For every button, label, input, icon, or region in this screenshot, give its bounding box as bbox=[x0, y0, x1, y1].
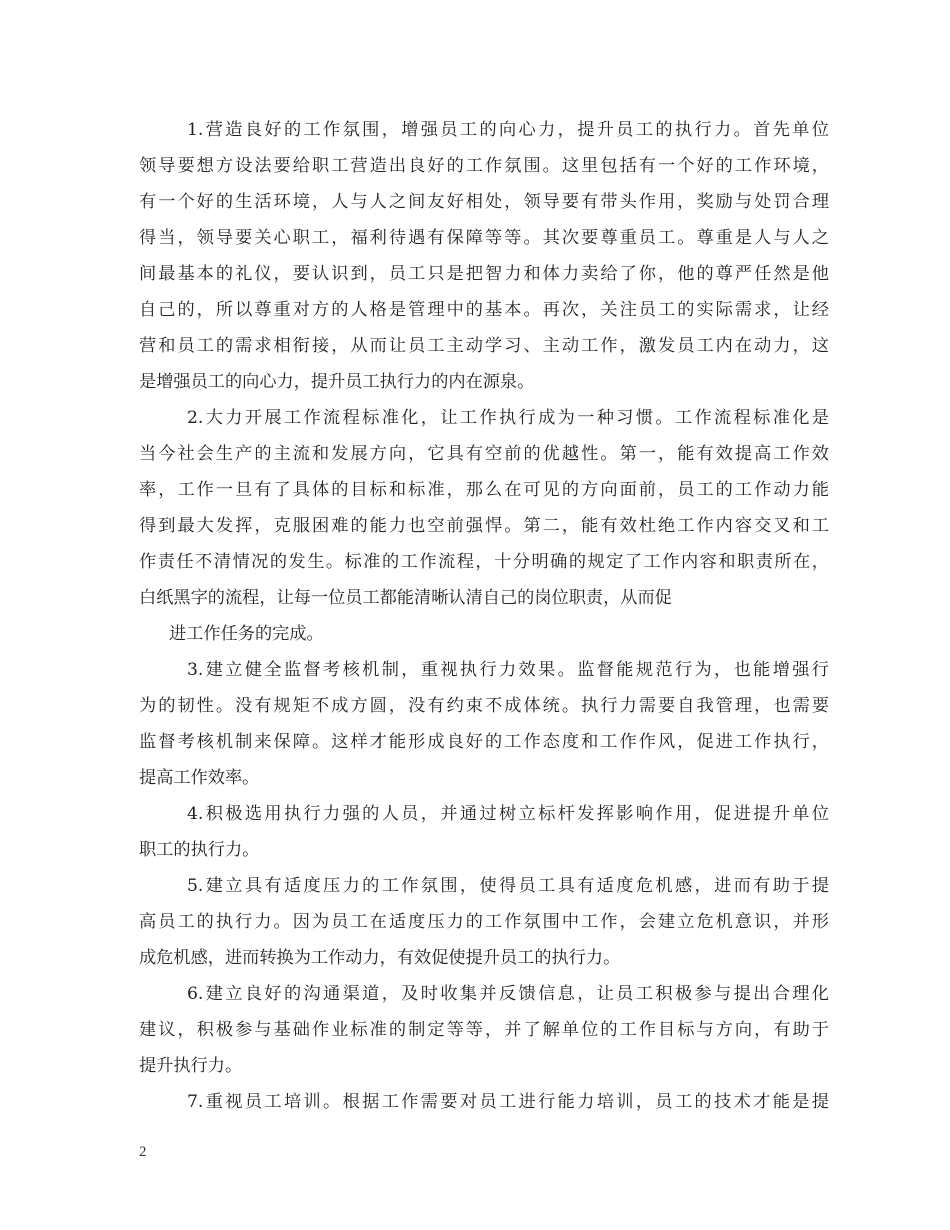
paragraph-3-line-1: 3.建立健全监督考核机制，重视执行力效果。监督能规范行为，也能增强行 bbox=[187, 660, 829, 680]
paragraph-2-line-5: 作责任不清情况的发生。标准的工作流程，十分明确的规定了工作内容和职责所在， bbox=[139, 552, 829, 572]
paragraph-1-line-5: 间最基本的礼仪，要认识到，员工只是把智力和体力卖给了你，他的尊严任然是他 bbox=[139, 264, 829, 284]
paragraph-5-line-2: 高员工的执行力。因为员工在适度压力的工作氛围中工作，会建立危机意识，并形 bbox=[139, 912, 829, 932]
paragraph-7-line-1: 7.重视员工培训。根据工作需要对员工进行能力培训，员工的技术才能是提 bbox=[187, 1092, 829, 1112]
paragraph-2-line-1: 2.大力开展工作流程标准化，让工作执行成为一种习惯。工作流程标准化是 bbox=[187, 408, 829, 428]
paragraph-1-line-7: 营和员工的需求相衔接，从而让员工主动学习、主动工作，激发员工内在动力，这 bbox=[139, 336, 829, 356]
paragraph-4-line-1: 4.积极选用执行力强的人员，并通过树立标杆发挥影响作用，促进提升单位 bbox=[187, 804, 829, 824]
paragraph-2-line-6: 白纸黑字的流程，让每一位员工都能清晰认清自己的岗位职责，从而促 bbox=[139, 588, 672, 608]
paragraph-1-line-8: 是增强员工的向心力，提升员工执行力的内在源泉。 bbox=[139, 372, 535, 392]
paragraph-6-line-1: 6.建立良好的沟通渠道，及时收集并反馈信息，让员工积极参与提出合理化 bbox=[187, 984, 829, 1004]
paragraph-1-line-3: 有一个好的生活环境，人与人之间友好相处，领导要有带头作用，奖励与处罚合理 bbox=[139, 192, 829, 212]
paragraph-2-line-4: 得到最大发挥，克服困难的能力也空前强悍。第二，能有效杜绝工作内容交叉和工 bbox=[139, 516, 829, 536]
page-number: 2 bbox=[139, 1144, 147, 1160]
paragraph-4-line-2: 职工的执行力。 bbox=[139, 840, 260, 860]
paragraph-1-line-2: 领导要想方设法要给职工营造出良好的工作氛围。这里包括有一个好的工作环境， bbox=[139, 156, 829, 176]
paragraph-5-line-1: 5.建立具有适度压力的工作氛围，使得员工具有适度危机感，进而有助于提 bbox=[187, 876, 829, 896]
paragraph-3-line-2: 为的韧性。没有规矩不成方圆，没有约束不成体统。执行力需要自我管理，也需要 bbox=[139, 696, 829, 716]
paragraph-5-line-3: 成危机感，进而转换为工作动力，有效促使提升员工的执行力。 bbox=[139, 948, 621, 968]
paragraph-6-line-3: 提升执行力。 bbox=[139, 1056, 243, 1076]
paragraph-1-line-6: 自己的，所以尊重对方的人格是管理中的基本。再次，关注员工的实际需求，让经 bbox=[139, 300, 829, 320]
paragraph-3-line-3: 监督考核机制来保障。这样才能形成良好的工作态度和工作作风，促进工作执行， bbox=[139, 732, 829, 752]
paragraph-2-line-2: 当今社会生产的主流和发展方向，它具有空前的优越性。第一，能有效提高工作效 bbox=[139, 444, 829, 464]
paragraph-3-line-4: 提高工作效率。 bbox=[139, 768, 260, 788]
paragraph-6-line-2: 建议，积极参与基础作业标准的制定等等，并了解单位的工作目标与方向，有助于 bbox=[139, 1020, 829, 1040]
paragraph-1-line-4: 得当，领导要关心职工，福利待遇有保障等等。其次要尊重员工。尊重是人与人之 bbox=[139, 228, 829, 248]
paragraph-1-line-1: 1.营造良好的工作氛围，增强员工的向心力，提升员工的执行力。首先单位 bbox=[187, 120, 829, 140]
paragraph-2-line-7: 进工作任务的完成。 bbox=[169, 624, 324, 644]
paragraph-2-line-3: 率，工作一旦有了具体的目标和标准，那么在可见的方向面前，员工的工作动力能 bbox=[139, 480, 829, 500]
